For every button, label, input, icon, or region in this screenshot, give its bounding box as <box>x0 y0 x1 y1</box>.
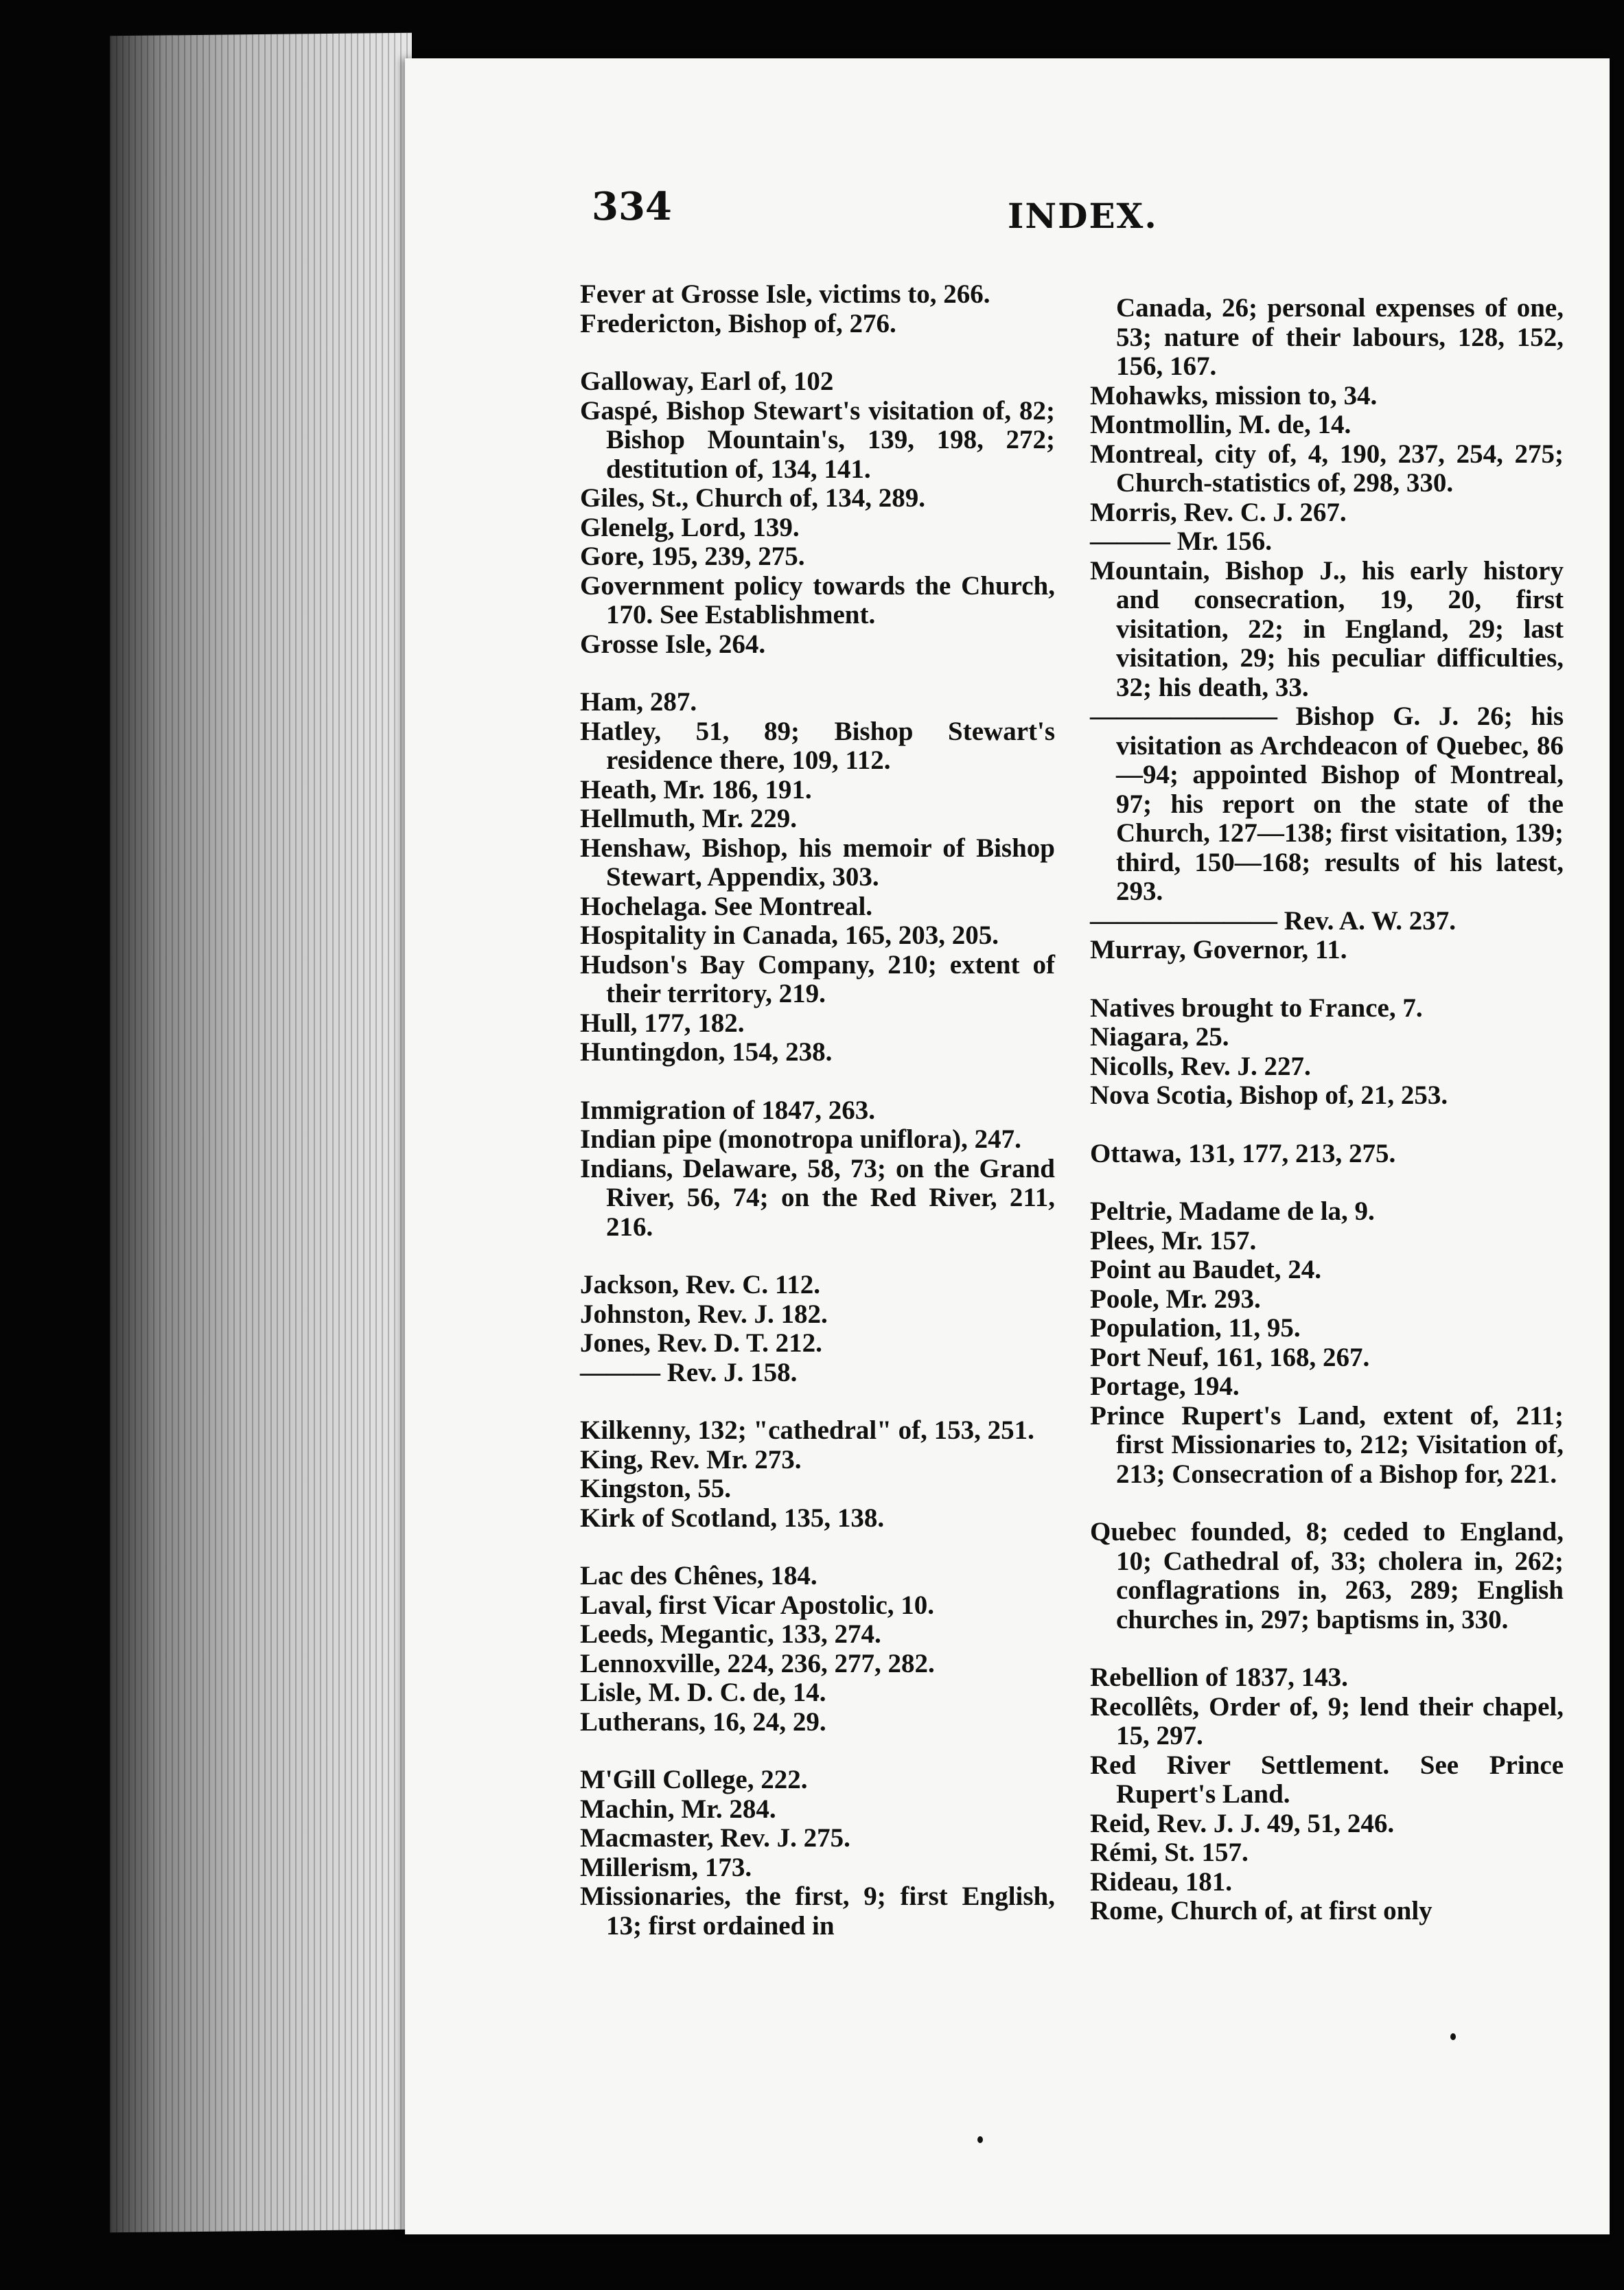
index-entry: ——————— Rev. A. W. 237. <box>1090 905 1457 936</box>
index-entry: Portage, 194. <box>1090 1372 1240 1401</box>
index-entry: Fever at Grosse Isle, victims to, 266. <box>580 279 990 309</box>
index-entry: Fredericton, Bishop of, 276. <box>580 308 896 338</box>
index-entry: Hochelaga. See Montreal. <box>580 891 873 921</box>
section-gap <box>1090 1168 1564 1197</box>
index-entry: Plees, Mr. 157. <box>1090 1225 1257 1256</box>
index-entry: Canada, 26; personal expenses of one, 53; nature of their labours, 128, 152, 156, 167. <box>1116 293 1564 381</box>
index-entry: Point au Baudet, 24. <box>1090 1255 1321 1284</box>
index-entry: Laval, first Vicar Apostolic, 10. <box>580 1590 935 1620</box>
index-entry: Giles, St., Church of, 134, 289. <box>580 483 926 513</box>
index-entry: Prince Rupert's Land, extent of, 211; first Missionaries to, 212; Visitation of, 213; Consecration of a Bishop for, 221. <box>1090 1400 1564 1489</box>
index-entry: Montmollin, M. de, 14. <box>1090 410 1352 439</box>
index-entry: Hudson's Bay Company, 210; extent of their territory, 219. <box>580 949 1055 1008</box>
index-entry: Mountain, Bishop J., his early history and consecration, 19, 20, first visitation, 22; in England, 29; last visitation, 29; his peculiar difficulties, 32; his death, 33. <box>1090 555 1564 702</box>
index-entry: Ottawa, 131, 177, 213, 275. <box>1090 1138 1396 1168</box>
index-entry: Rémi, St. 157. <box>1090 1838 1249 1867</box>
section-gap <box>1090 1111 1564 1140</box>
index-entry: Hellmuth, Mr. 229. <box>580 804 797 833</box>
index-entry: Murray, Governor, 11. <box>1090 935 1347 964</box>
section-gap <box>580 338 1055 367</box>
index-entry: Red River Settlement. See Prince Rupert's Land. <box>1090 1750 1564 1809</box>
index-entry: Government policy towards the Church, 170. See Establishment. <box>580 570 1055 629</box>
index-entry: Leeds, Megantic, 133, 274. <box>580 1619 881 1649</box>
index-entry: Rebellion of 1837, 143. <box>1090 1663 1348 1692</box>
index-entry: Peltrie, Madame de la, 9. <box>1090 1196 1375 1226</box>
index-entry: Nicolls, Rev. J. 227. <box>1090 1051 1311 1081</box>
index-entry: M'Gill College, 222. <box>580 1765 808 1794</box>
index-entry: Glenelg, Lord, 139. <box>580 512 800 542</box>
index-entry: Recollêts, Order of, 9; lend their chapel, 15, 297. <box>1090 1691 1564 1750</box>
section-gap <box>580 1067 1055 1096</box>
index-entry: Population, 11, 95. <box>1090 1313 1301 1343</box>
index-entry: Niagara, 25. <box>1090 1022 1229 1052</box>
section-gap <box>1090 965 1564 994</box>
index-entry: Hospitality in Canada, 165, 203, 205. <box>580 921 999 950</box>
index-entry: Missionaries, the first, 9; first English, 13; first ordained in <box>580 1882 1055 1941</box>
index-entry: Reid, Rev. J. J. 49, 51, 246. <box>1090 1808 1395 1838</box>
index-entry: Nova Scotia, Bishop of, 21, 253. <box>1090 1080 1448 1110</box>
index-entry: Morris, Rev. C. J. 267. <box>1090 497 1347 527</box>
index-entry: Lisle, M. D. C. de, 14. <box>580 1678 826 1707</box>
index-entry: ——————— Bishop G. J. 26; his visitation as Archdeacon of Quebec, 86—94; appointed Bishop of Montreal, 97; his report on the state of the Church, 127—138; first visitation, 139; third, 150—168; results of his latest, 293. <box>1090 702 1564 906</box>
page-number: 334 <box>592 184 672 229</box>
section-gap <box>580 1737 1055 1766</box>
index-entry: Hull, 177, 182. <box>580 1008 745 1038</box>
page-stack-edge <box>110 33 412 2233</box>
running-head: INDEX. <box>1008 196 1158 236</box>
index-entry: Grosse Isle, 264. <box>580 629 766 659</box>
index-entry: Lutherans, 16, 24, 29. <box>580 1707 826 1737</box>
index-entry: Huntingdon, 154, 238. <box>580 1037 833 1067</box>
index-entry: Lennoxville, 224, 236, 277, 282. <box>580 1648 935 1678</box>
index-entry: King, Rev. Mr. 273. <box>580 1444 802 1474</box>
index-entry: Indians, Delaware, 58, 73; on the Grand River, 56, 74; on the Red River, 211, 216. <box>580 1153 1055 1242</box>
index-entry: Port Neuf, 161, 168, 267. <box>1090 1342 1370 1372</box>
index-entry: Quebec founded, 8; ceded to England, 10; Cathedral of, 33; cholera in, 262; conflagrations in, 263, 289; English churches in, 297; baptisms in, 330. <box>1090 1517 1564 1634</box>
index-entry: Jackson, Rev. C. 112. <box>580 1270 820 1299</box>
index-entry: Gore, 195, 239, 275. <box>580 542 805 571</box>
index-entry: Galloway, Earl of, 102 <box>580 367 834 396</box>
index-entry: Ham, 287. <box>580 687 697 717</box>
section-gap <box>580 1242 1055 1271</box>
section-gap <box>1090 1489 1564 1518</box>
index-entry: ——— Mr. 156. <box>1090 527 1273 556</box>
index-entry: Jones, Rev. D. T. 212. <box>580 1328 822 1358</box>
index-entry: Heath, Mr. 186, 191. <box>580 774 812 805</box>
index-entry: Rideau, 181. <box>1090 1866 1232 1897</box>
print-speck <box>1450 2033 1456 2040</box>
index-entry: Machin, Mr. 284. <box>580 1794 776 1824</box>
index-entry: Kilkenny, 132; "cathedral" of, 153, 251. <box>580 1415 1034 1445</box>
index-entry: Rome, Church of, at first only <box>1090 1896 1432 1925</box>
index-entry: Millerism, 173. <box>580 1852 752 1882</box>
index-entry: Macmaster, Rev. J. 275. <box>580 1823 850 1853</box>
section-gap <box>580 1533 1055 1562</box>
index-column-left <box>580 280 1055 1941</box>
index-entry: Lac des Chênes, 184. <box>580 1561 817 1591</box>
index-entry: Hatley, 51, 89; Bishop Stewart's residence there, 109, 112. <box>580 716 1055 775</box>
section-gap <box>1090 1634 1564 1663</box>
index-entry: Montreal, city of, 4, 190, 237, 254, 275; Church-statistics of, 298, 330. <box>1090 439 1564 498</box>
index-entry: Kingston, 55. <box>580 1474 731 1503</box>
print-speck <box>977 2136 983 2143</box>
index-entry: Indian pipe (monotropa uniflora), 247. <box>580 1124 1021 1154</box>
index-entry: Immigration of 1847, 263. <box>580 1095 876 1125</box>
index-entry: Poole, Mr. 293. <box>1090 1284 1261 1314</box>
index-entry: Gaspé, Bishop Stewart's visitation of, 82; Bishop Mountain's, 139, 198, 272; destitution of, 134, 141. <box>580 395 1055 484</box>
section-gap <box>580 659 1055 688</box>
index-entry: Johnston, Rev. J. 182. <box>580 1299 828 1329</box>
index-entry: Henshaw, Bishop, his memoir of Bishop Stewart, Appendix, 303. <box>580 833 1055 892</box>
index-column-right <box>1090 294 1564 1926</box>
index-entry: Natives brought to France, 7. <box>1090 993 1423 1023</box>
section-gap <box>580 1387 1055 1416</box>
index-entry: ——— Rev. J. 158. <box>580 1357 798 1387</box>
index-entry: Kirk of Scotland, 135, 138. <box>580 1503 885 1533</box>
index-entry: Mohawks, mission to, 34. <box>1090 380 1378 410</box>
